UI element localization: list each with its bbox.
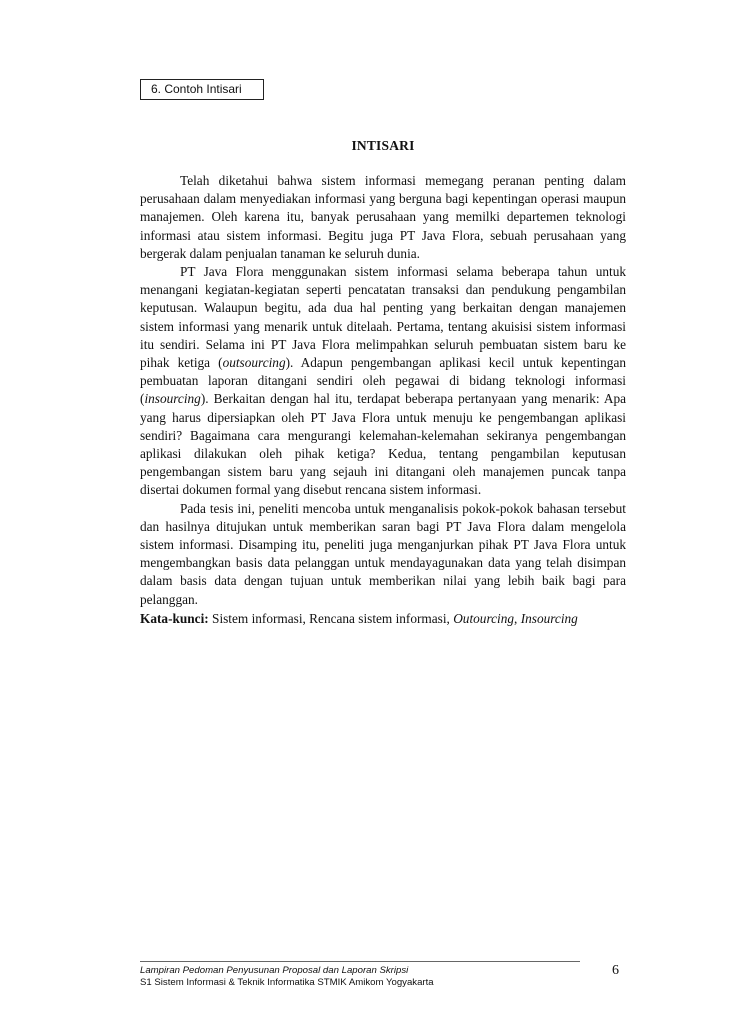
term-outsourcing: outsourcing — [222, 355, 286, 371]
keyword-outourcing: Outourcing — [453, 611, 515, 626]
keywords-plain: Sistem informasi, Rencana sistem informasi, — [208, 611, 454, 626]
term-insourcing: insourcing — [144, 391, 201, 407]
paragraph-3: Pada tesis ini, peneliti mencoba untuk menganalisis pokok-pokok bahasan tersebut dan hasilnya ditujukan untuk memberikan saran bagi PT Java Flora dalam mengelola sistem informasi. Disamping itu, peneliti juga menganjurkan pihak PT Java Flora untuk mengembangkan basis data pelanggan untuk mendayagunakan data yang telah disimpan dalam basis data dengan tujuan untuk memberikan nilai yang lebih baik bagi para pelanggan. — [140, 500, 626, 607]
abstract-body — [140, 172, 626, 609]
footer-divider — [140, 961, 580, 962]
section-label-box: 6. Contoh Intisari — [140, 79, 264, 100]
keyword-insourcing: Insourcing — [520, 611, 578, 626]
paragraph-2-part-1: PT Java Flora menggunakan sistem informasi selama beberapa tahun untuk menangani kegiatan-kegiatan seperti pencatatan transaksi dan pendukung pengambilan keputusan. Walaupun begitu, ada dua hal penting yang berkaitan dengan manajemen sistem informasi yang menarik untuk ditelaah. Pertama, tentang akuisisi sistem informasi itu sendiri. Selama ini PT Java Flora melimpahkan seluruh pembuatan sistem baru ke pihak ketiga ( — [140, 264, 626, 371]
paragraph-2-part-3: ). Berkaitan dengan hal itu, terdapat beberapa pertanyaan yang menarik: Apa yang harus dipersiapkan oleh PT Java Flora untuk menuju ke pengembangan aplikasi sendiri? Bagaimana cara mengurangi kelemahan-kelemahan sekiranya pengembangan aplikasi dilakukan oleh pihak ketiga? Kedua, tentang pengambilan keputusan pengembangan sistem baru yang sejauh ini ditangani oleh manajemen puncak tanpa disertai dokumen formal yang disebut rencana sistem informasi. — [140, 391, 626, 498]
footer-line-2: S1 Sistem Informasi & Teknik Informatika STMIK Amikom Yogyakarta — [140, 977, 434, 988]
page-number: 6 — [612, 963, 619, 978]
keywords-separator: , — [514, 611, 521, 626]
footer-line-1: Lampiran Pedoman Penyusunan Proposal dan Laporan Skripsi — [140, 965, 409, 976]
document-title: INTISARI — [351, 138, 415, 153]
paragraph-2 — [140, 263, 626, 500]
footer — [140, 965, 620, 989]
paragraph-2-part-2: ). Adapun pengembangan aplikasi kecil untuk kepentingan pembuatan laporan ditangani sendiri oleh pegawai di bidang teknologi informasi ( — [140, 355, 626, 407]
paragraph-1: Telah diketahui bahwa sistem informasi memegang peranan penting dalam perusahaan dalam menyediakan informasi yang berguna bagi kepentingan operasi maupun manajemen. Oleh karena itu, banyak perusahaan yang memilki departemen teknologi informasi atau sistem informasi. Begitu juga PT Java Flora, sebuah perusahaan yang bergerak dalam penjualan tanaman ke seluruh dunia. — [140, 173, 626, 261]
keywords-label: Kata-kunci: — [140, 611, 209, 626]
keywords-line — [140, 610, 640, 628]
